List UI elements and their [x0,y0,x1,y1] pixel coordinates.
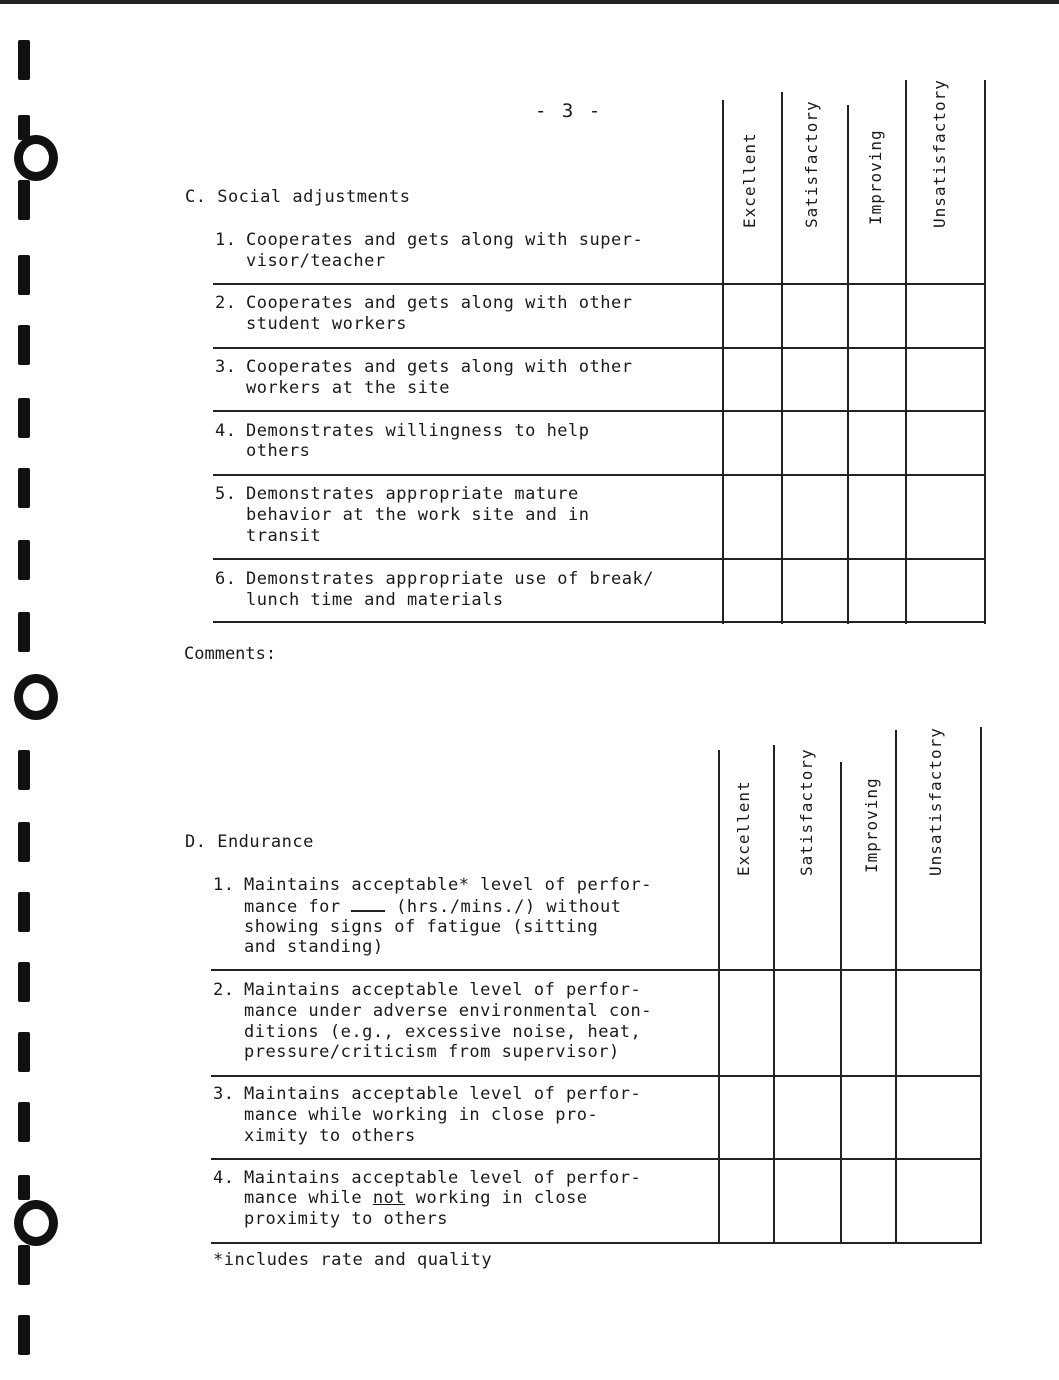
binder-hole-mark [18,540,30,580]
item-text: mance while working in close pro- [244,1105,599,1125]
binder-hole-mark [18,1102,30,1142]
rating-grid-line [773,745,775,1244]
column-header-satisfactory: Satisfactory [797,748,816,876]
rating-grid-line [984,80,986,624]
item-text: student workers [246,314,408,334]
column-header-excellent: Excellent [740,132,759,228]
item-number: 4. [213,1168,235,1188]
row-divider [211,1158,982,1160]
item-text-line-with-emphasis [244,1188,588,1209]
rating-grid-line [895,730,897,1244]
binder-hole-mark [18,255,30,295]
rating-grid-line [781,92,783,624]
binder-ring-mark [14,674,58,720]
item-text: behavior at the work site and in [246,505,590,525]
item-text: Demonstrates appropriate mature [246,484,579,504]
item-text: Maintains acceptable level of perfor- [244,980,642,1000]
rating-grid-line [847,105,849,624]
binder-hole-mark [18,750,30,790]
rating-grid-line [840,762,842,1244]
binder-hole-mark [18,1245,30,1285]
item-number: 3. [215,357,237,377]
item-text: Maintains acceptable* level of perfor- [244,875,652,895]
row-divider [213,621,986,623]
item-number: 1. [215,230,237,250]
column-header-unsatisfactory: Unsatisfactory [930,79,949,228]
row-divider [213,283,986,285]
row-divider [213,410,986,412]
row-divider [211,1075,982,1077]
item-text-line-with-blank [244,896,622,918]
item-number: 5. [215,484,237,504]
binder-hole-mark [18,1175,30,1200]
binder-ring-mark [14,135,58,181]
item-number: 2. [215,293,237,313]
binder-hole-mark [18,822,30,862]
page-top-edge [0,0,1059,4]
binder-hole-mark [18,962,30,1002]
item-text: Maintains acceptable level of perfor- [244,1168,642,1188]
page-number: - 3 - [535,100,603,122]
item-text: (hrs./mins./) without [385,897,622,917]
binder-hole-mark [18,325,30,365]
item-text: Cooperates and gets along with other [246,357,633,377]
item-text: showing signs of fatigue (sitting [244,917,599,937]
item-number: 3. [213,1084,235,1104]
item-text: workers at the site [246,378,450,398]
item-text: ximity to others [244,1126,416,1146]
footnote: *includes rate and quality [213,1250,493,1270]
item-number: 6. [215,569,237,589]
binder-ring-mark [14,1200,58,1246]
item-text: Cooperates and gets along with other [246,293,633,313]
item-text: Maintains acceptable level of perfor- [244,1084,642,1104]
binder-hole-mark [18,612,30,652]
row-divider [211,1242,982,1244]
binder-hole-mark [18,115,30,140]
binder-hole-mark [18,1315,30,1355]
column-header-excellent: Excellent [734,780,753,876]
binder-hole-mark [18,398,30,438]
binder-hole-mark [18,180,30,220]
item-text: mance under adverse environmental con- [244,1001,652,1021]
binder-hole-mark [18,40,30,80]
item-text: ditions (e.g., excessive noise, heat, [244,1022,642,1042]
comments-label: Comments: [184,644,277,664]
rating-grid-line [722,100,724,624]
item-text: visor/teacher [246,251,386,271]
item-text: Demonstrates appropriate use of break/ [246,569,654,589]
item-text: and standing) [244,937,384,957]
item-text: mance for [244,897,352,917]
rating-grid-line [905,80,907,624]
item-text: pressure/criticism from supervisor) [244,1042,620,1062]
binder-hole-mark [18,892,30,932]
column-header-improving: Improving [862,777,881,873]
fill-in-blank[interactable] [351,896,385,912]
item-text: proximity to others [244,1209,448,1229]
section-c-heading: C. Social adjustments [185,187,411,207]
column-header-satisfactory: Satisfactory [802,100,821,228]
rating-grid-line [980,727,982,1244]
item-text: working in close [405,1188,588,1208]
item-text: mance while [244,1188,373,1208]
row-divider [211,969,982,971]
binder-hole-mark [18,468,30,508]
item-number: 4. [215,421,237,441]
item-text: transit [246,526,322,546]
item-text: Cooperates and gets along with super- [246,230,644,250]
item-number: 1. [213,875,235,895]
row-divider [213,558,986,560]
item-number: 2. [213,980,235,1000]
item-text: Demonstrates willingness to help [246,421,590,441]
column-header-unsatisfactory: Unsatisfactory [926,727,945,876]
row-divider [213,347,986,349]
item-text: lunch time and materials [246,590,504,610]
row-divider [213,474,986,476]
binder-hole-mark [18,1032,30,1072]
column-header-improving: Improving [866,129,885,225]
rating-grid-line [718,750,720,1244]
emphasized-word: not [372,1188,406,1208]
section-d-heading: D. Endurance [185,832,314,852]
item-text: others [246,441,311,461]
